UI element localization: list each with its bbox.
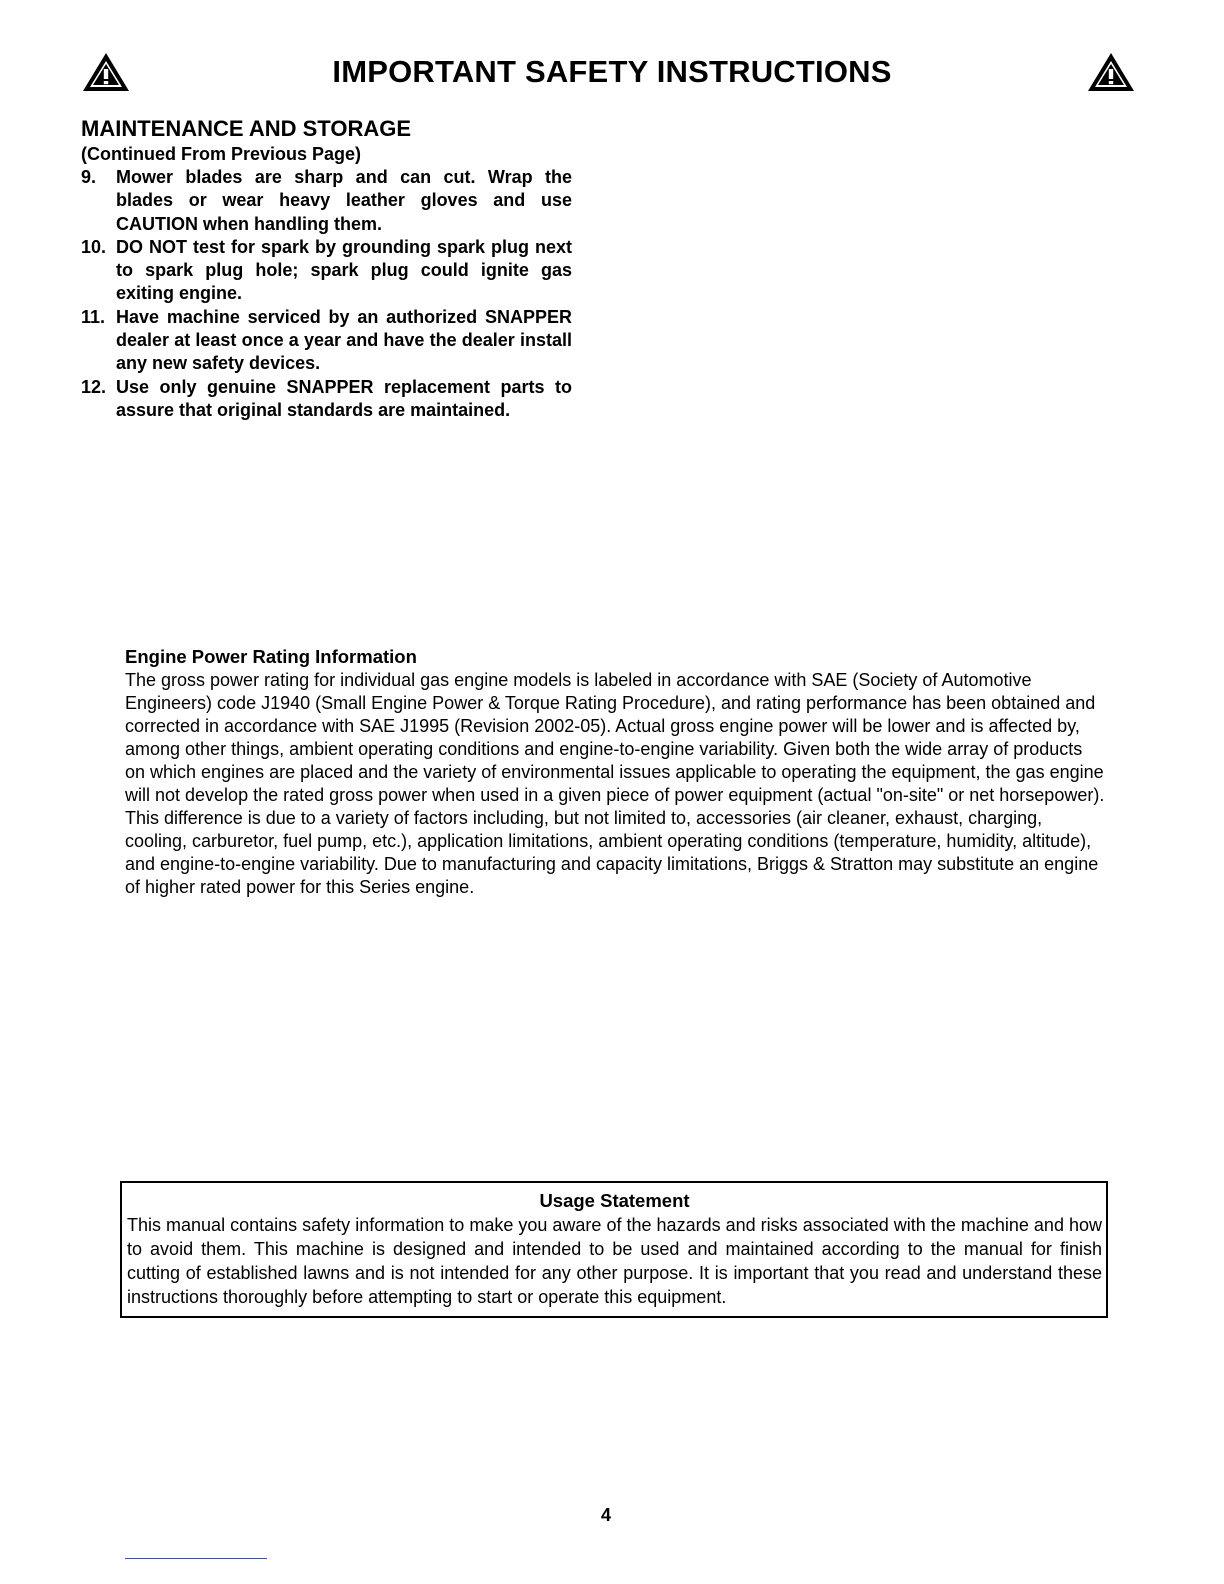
usage-body: This manual contains safety information to make you aware of the hazards and risks associated with the machine and how to avoid them. This machine is designed and intended to be used and maintained according to the manual for finish cutting of established lawns and is not intended for any other purpose. It is important that you read and understand these instructions thoroughly before attempting to start or operate this equipment. [127,1215,1102,1307]
engine-rating-title: Engine Power Rating Information [125,646,417,667]
list-item [81,306,572,376]
item-text: Use only genuine SNAPPER replacement parts to assure that original standards are maintained. [116,376,572,420]
maintenance-list [81,166,572,422]
usage-title: Usage Statement [539,1190,690,1211]
footer-rule [125,1558,267,1559]
engine-rating-section [125,645,1107,899]
item-number: 10. [81,236,107,257]
item-text: Mower blades are sharp and can cut. Wrap the blades or wear heavy leather gloves and use CAUTION when handling them. [116,167,572,234]
item-number: 12. [81,376,107,397]
engine-rating-body: The gross power rating for individual gas engine models is labeled in accordance with SAE (Society of Automotive Engineers) code J1940 (Small Engine Power & Torque Rating Procedure), and rating performance has been obtained and corrected in accordance with SAE J1995 (Revision 2002-05). Actual gross engine power will be lower and is affected by, among other things, ambient operating conditions and engine-to-engine variability. Given both the wide array of products on which engines are placed and the variety of environmental issues applicable to operating the equipment, the gas engine will not develop the rated gross power when used in a given piece of power equipment (actual "on-site" or net horsepower). This difference is due to a variety of factors including, but not limited to, accessories (air cleaner, exhaust, charging, cooling, carburetor, fuel pump, etc.), application limitations, ambient operating conditions (temperature, humidity, altitude), and engine-to-engine variability. Due to manufacturing and capacity limitations, Briggs & Stratton may substitute an engine of higher rated power for this Series engine. [125,670,1105,897]
item-number: 11. [81,306,106,327]
list-item [81,236,572,306]
list-item [81,166,572,236]
page-title: IMPORTANT SAFETY INSTRUCTIONS [332,54,892,89]
item-text: Have machine serviced by an authorized SNAPPER dealer at least once a year and have the dealer install any new safety devices. [116,306,572,374]
usage-statement-box [120,1181,1108,1318]
warning-triangle-icon [1087,52,1135,92]
item-text: DO NOT test for spark by grounding spark plug next to spark plug hole; spark plug could ignite gas exiting engine. [116,236,572,304]
item-number: 9. [81,167,97,187]
section-heading: MAINTENANCE AND STORAGE [81,116,412,141]
continued-note: (Continued From Previous Page) [81,144,362,164]
list-item [81,376,572,423]
page-number: 4 [600,1505,611,1525]
